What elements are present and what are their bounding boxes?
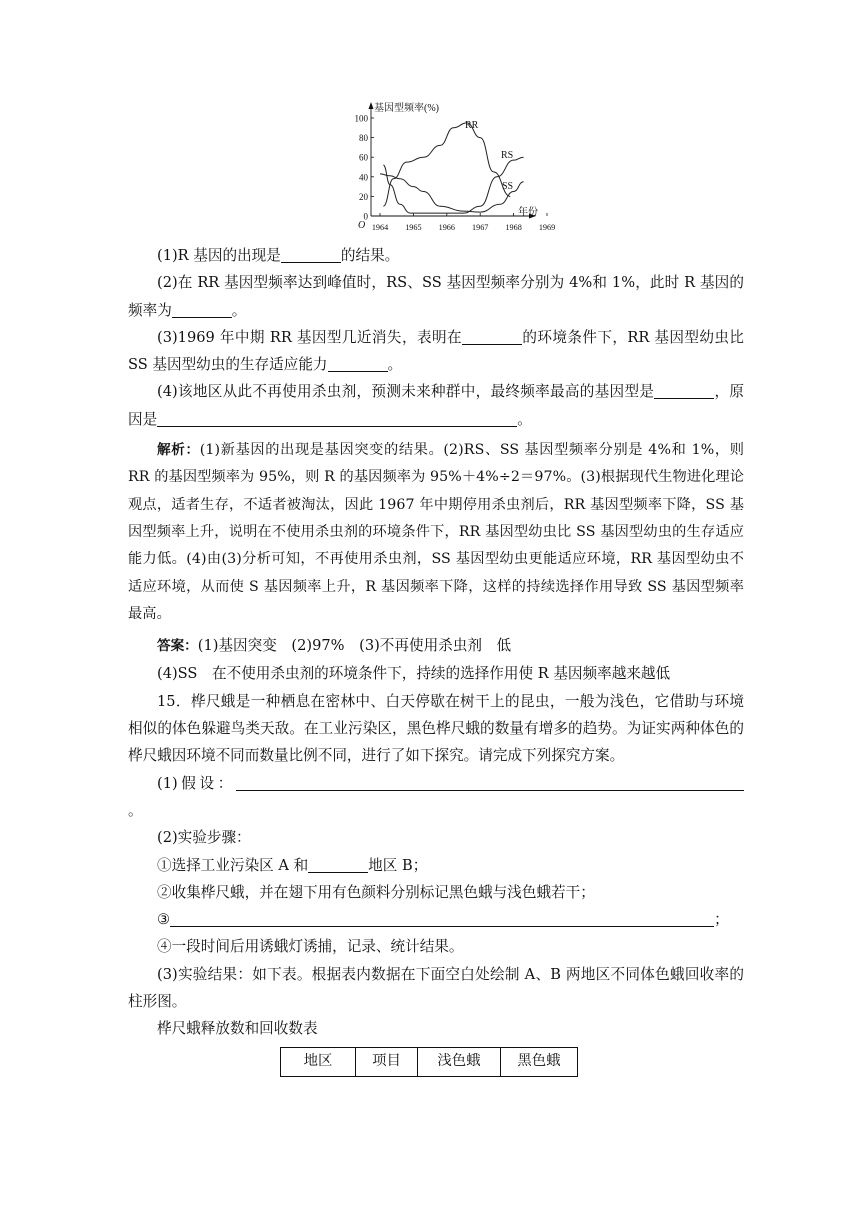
question-15-intro: 15．桦尺蛾是一种栖息在密林中、白天停歇在树干上的昆虫，一般为浅色，它借助与环境相似的体色躲避鸟类天敌。在工业污染区，黑色桦尺蛾的数量有增多的趋势。为证实两种体色的桦尺蛾因环境不同而数量比例不同，进行了如下探究。请完成下列探究方案。 (128, 692, 744, 765)
question-2: (2)在 RR 基因型频率达到峰值时，RS、SS 基因型频率分别为 4%和 1%，此时 R 基因的频率为 。 (128, 274, 744, 319)
x-tick-label: 1965 (405, 223, 422, 232)
y-tick-label: 20 (359, 191, 368, 202)
answer-line-2: (4)SS 在不使用杀虫剂的环境条件下，持续的选择作用使 R 基因频率越来越低 (157, 665, 671, 683)
x-tick-label: 1969 (538, 223, 556, 232)
header-dark-moth: 黑色蛾 (501, 1047, 578, 1076)
series-label-rs: RS (501, 150, 514, 161)
question-4: (4)该地区从此不再使用杀虫剂，预测未来种群中，最终频率最高的基因型是 ，原因是 。 (128, 383, 744, 428)
header-region: 地区 (281, 1047, 356, 1076)
y-tick-label: 40 (359, 172, 368, 183)
series-label-rr: RR (465, 120, 479, 131)
release-recapture-table (280, 1047, 578, 1077)
question-3: (3)1969 年中期 RR 基因型几近消失，表明在 的环境条件下，RR 基因型幼虫比 SS 基因型幼虫的生存适应能力 。 (128, 328, 744, 374)
answer-label: 答案： (157, 638, 198, 655)
table-header-row (281, 1047, 578, 1076)
result-paragraph: (3)实验结果：如下表。根据表内数据在下面空白处绘制 A、B 两地区不同体色蛾回收率的柱形图。 (128, 965, 744, 1011)
origin-label: O (358, 220, 366, 231)
table-title: 桦尺蛾释放数和回收数表 (157, 1020, 318, 1038)
header-light-moth: 浅色蛾 (418, 1047, 501, 1076)
step-3: ③ ； (157, 911, 729, 929)
series-line-rr (383, 123, 510, 206)
y-tick-label: 0 (363, 211, 368, 222)
step-1: ①选择工业污染区 A 和 地区 B； (157, 856, 428, 874)
y-tick-label: 100 (354, 113, 368, 124)
step-2: ②收集桦尺蛾，并在翅下用有色颜料分别标记黑色蛾与浅色蛾若干； (157, 883, 595, 901)
y-axis-label: 基因型频率(%) (374, 103, 439, 114)
solution-label: 解析： (157, 442, 200, 459)
y-axis-arrow (369, 102, 374, 109)
solution-paragraph (128, 437, 744, 628)
hypothesis-line: (1)假设：。 (128, 770, 744, 825)
question-1: (1)R 基因的出现是 的结果。 (157, 247, 400, 264)
x-axis-label: 年份 (518, 207, 538, 218)
y-tick-label: 80 (359, 133, 368, 144)
solution-text: (1)新基因的出现是基因突变的结果。(2)RS、SS 基因型频率分别是 4%和 1%，则 RR 的基因型频率为 95%，则 R 的基因频率为 95%＋4%÷2＝97%。(3)根据现代生物进化理论观点，适者生存，不适者被淘汰，因此 1967 年中期停用杀虫剂后，RR 基因型频率下降，SS 基因型频率上升，说明在不使用杀虫剂的环境条件下，RR 基因型幼虫比 SS 基因型幼虫的生存适应能力低。(4)由(3)分析可知，不再使用杀虫剂，SS 基因型幼虫更能适应环境，RR 基因型幼虫不适应环境，从而使 S 基因频率上升，R 基因频率下降，这样的持续选择作用导致 SS 基因型频率最高。 (128, 442, 744, 622)
x-tick-label: 1964 (371, 223, 389, 232)
x-tick-label: 1968 (505, 223, 522, 232)
document-body (128, 242, 744, 1077)
x-tick-label: 1967 (472, 223, 489, 232)
series-label-ss: SS (502, 181, 514, 192)
genotype-frequency-chart (352, 100, 556, 234)
x-tick-label: 1966 (438, 223, 455, 232)
step-4: ④一段时间后用诱蛾灯诱捕，记录、统计结果。 (157, 938, 464, 956)
answer-line-1: 答案：(1)基因突变 (2)97% (3)不再使用杀虫剂 低 (157, 637, 512, 655)
header-item: 项目 (356, 1047, 418, 1076)
series-line-ss (380, 174, 524, 212)
steps-title: (2)实验步骤： (157, 829, 251, 847)
y-tick-label: 60 (359, 152, 368, 163)
